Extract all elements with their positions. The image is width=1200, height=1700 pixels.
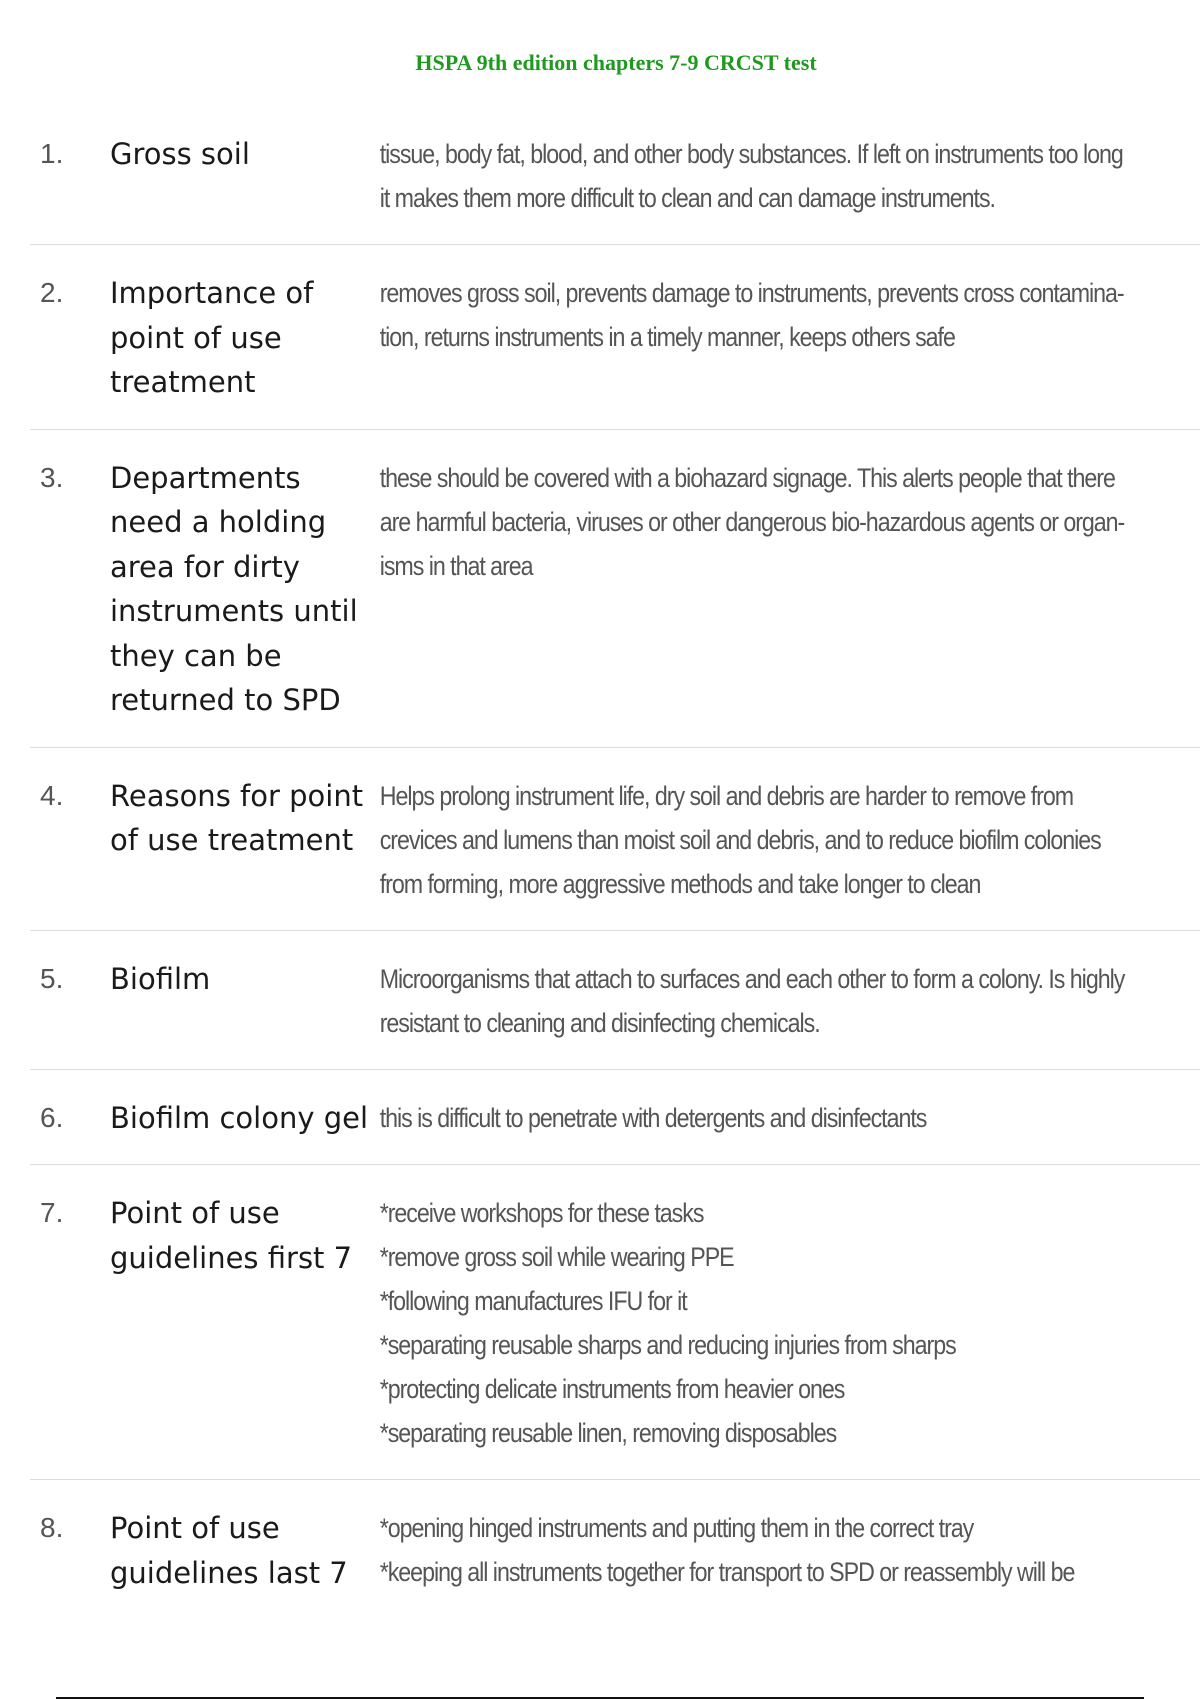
card-number: 3. [40, 461, 64, 493]
card-number: 5. [40, 962, 64, 994]
card-term: Reasons for point of use treatment [110, 778, 364, 857]
card-term: Biofilm [110, 961, 211, 996]
card-number: 6. [40, 1101, 64, 1133]
definition-line: *protecting delicate instruments from heavier ones [379, 1374, 845, 1404]
page-title: HSPA 9th edition chapters 7-9 CRCST test [415, 50, 817, 75]
card-definition [378, 774, 1104, 906]
flashcard-row [30, 106, 1200, 245]
definition-line: tion, returns instruments in a timely manner, keeps others safe [379, 322, 955, 352]
card-number: 8. [40, 1512, 64, 1543]
card-definition [378, 456, 1128, 723]
definition-line: *remove gross soil while wearing PPE [379, 1242, 734, 1272]
definition-line: *opening hinged instruments and putting them in the correct tray [379, 1513, 974, 1543]
card-number: 7. [40, 1197, 64, 1228]
footer-rule [56, 1697, 1144, 1699]
definition-line: from forming, more aggressive methods and take longer to clean [379, 868, 981, 899]
card-number: 1. [40, 138, 64, 169]
definition-line: *following manufactures IFU for it [379, 1286, 687, 1316]
definition-line: Helps prolong instrument life, dry soil and debris are harder to remove from [379, 780, 1074, 811]
definition-line: crevices and lumens than moist soil and debris, and to reduce biofilm colonies [379, 824, 1101, 855]
flashcard-row [30, 1070, 1200, 1166]
card-term: Biofilm colony gel [110, 1100, 369, 1135]
card-term: Departments need a holding area for dirty instruments until they can be returned to SPD [110, 460, 358, 717]
card-term: Importance of point of use treatment [110, 276, 314, 399]
flashcard-row [30, 931, 1200, 1070]
card-term: Gross soil [110, 137, 250, 171]
card-definition [378, 957, 1128, 1045]
card-term: Point of use guidelines first 7 [110, 1196, 353, 1275]
card-number: 4. [40, 779, 64, 811]
definition-line: are harmful bacteria, viruses or other dangerous bio-hazardous agents or organ- [379, 506, 1125, 537]
card-definition [378, 271, 1127, 405]
definition-line: tissue, body fat, blood, and other body substances. If left on instruments too long [379, 139, 1123, 169]
flashcard-list [30, 106, 1200, 1619]
flashcard-row [30, 1480, 1200, 1619]
card-definition [378, 1191, 1085, 1455]
card-definition [378, 1096, 1085, 1141]
flashcard-row [30, 430, 1200, 748]
definition-line: *separating reusable linen, removing disposables [379, 1418, 837, 1448]
definition-line: *separating reusable sharps and reducing injuries from sharps [379, 1330, 956, 1360]
definition-line: it makes them more difficult to clean and can damage instruments. [379, 183, 995, 213]
card-definition [378, 1506, 1085, 1595]
definition-line: resistant to cleaning and disinfecting chemicals. [379, 1007, 820, 1038]
card-number: 2. [40, 277, 64, 308]
definition-line: these should be covered with a biohazard signage. This alerts people that there [379, 462, 1115, 493]
card-definition [378, 132, 1126, 220]
flashcard-row [30, 1165, 1200, 1480]
flashcard-row [30, 748, 1200, 931]
definition-line: *receive workshops for these tasks [379, 1198, 704, 1228]
flashcard-row [30, 245, 1200, 430]
definition-line: this is difficult to penetrate with detergents and disinfectants [379, 1102, 927, 1133]
definition-line: *keeping all instruments together for transport to SPD or reassembly will be [379, 1557, 1075, 1587]
card-term: Point of use guidelines last 7 [110, 1511, 348, 1590]
definition-line: removes gross soil, prevents damage to instruments, prevents cross contamina- [379, 278, 1124, 308]
definition-line: Microorganisms that attach to surfaces and each other to form a colony. Is highly [379, 963, 1125, 994]
definition-line: isms in that area [379, 550, 533, 581]
